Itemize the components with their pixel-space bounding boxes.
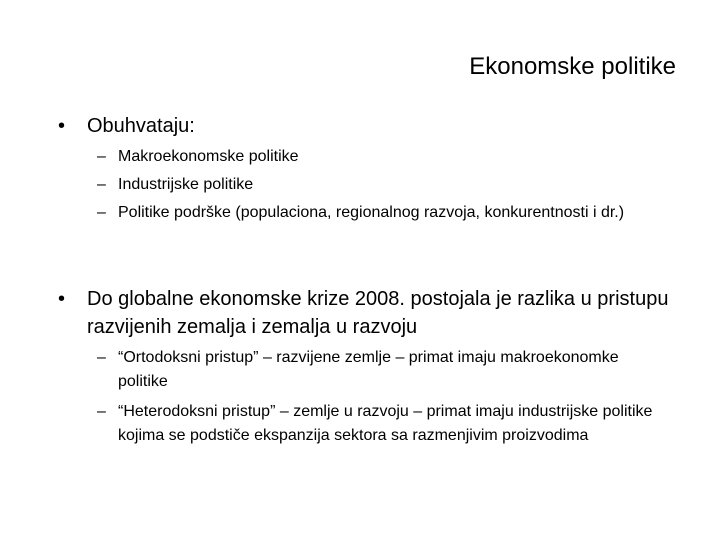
slide-title: Ekonomske politike	[469, 53, 676, 80]
sub-item	[97, 400, 657, 448]
sub-text: “Ortodoksni pristup” – razvijene zemlje – primat imaju makroekonomke politike	[118, 349, 619, 390]
bullet-item	[58, 285, 708, 341]
sub-text: Politike podrške (populaciona, regionalnog razvoja, konkurentnosti i dr.)	[118, 204, 625, 221]
bullet-item	[58, 112, 708, 140]
sub-marker: –	[97, 349, 106, 366]
sub-item	[97, 173, 657, 197]
sub-marker: –	[97, 148, 106, 165]
sub-marker: –	[97, 176, 106, 193]
sub-text: Industrijske politike	[118, 176, 254, 193]
bullet-marker: •	[58, 288, 66, 310]
sub-item	[97, 145, 657, 169]
bullet-text: Do globalne ekonomske krize 2008. postojala je razlika u pristupu razvijenih zemalja i zemalja u razvoju	[87, 288, 669, 338]
sub-text: “Heterodoksni pristup” – zemlje u razvoju – primat imaju industrijske politike kojima se podstiče ekspanzija sektora sa razmenjivim proizvodima	[118, 403, 653, 444]
sub-marker: –	[97, 403, 106, 420]
sub-marker: –	[97, 204, 106, 221]
sub-item	[97, 201, 657, 225]
sub-text: Makroekonomske politike	[118, 148, 299, 165]
bullet-text: Obuhvataju:	[87, 115, 195, 137]
sub-item	[97, 346, 657, 394]
bullet-marker: •	[58, 115, 66, 137]
